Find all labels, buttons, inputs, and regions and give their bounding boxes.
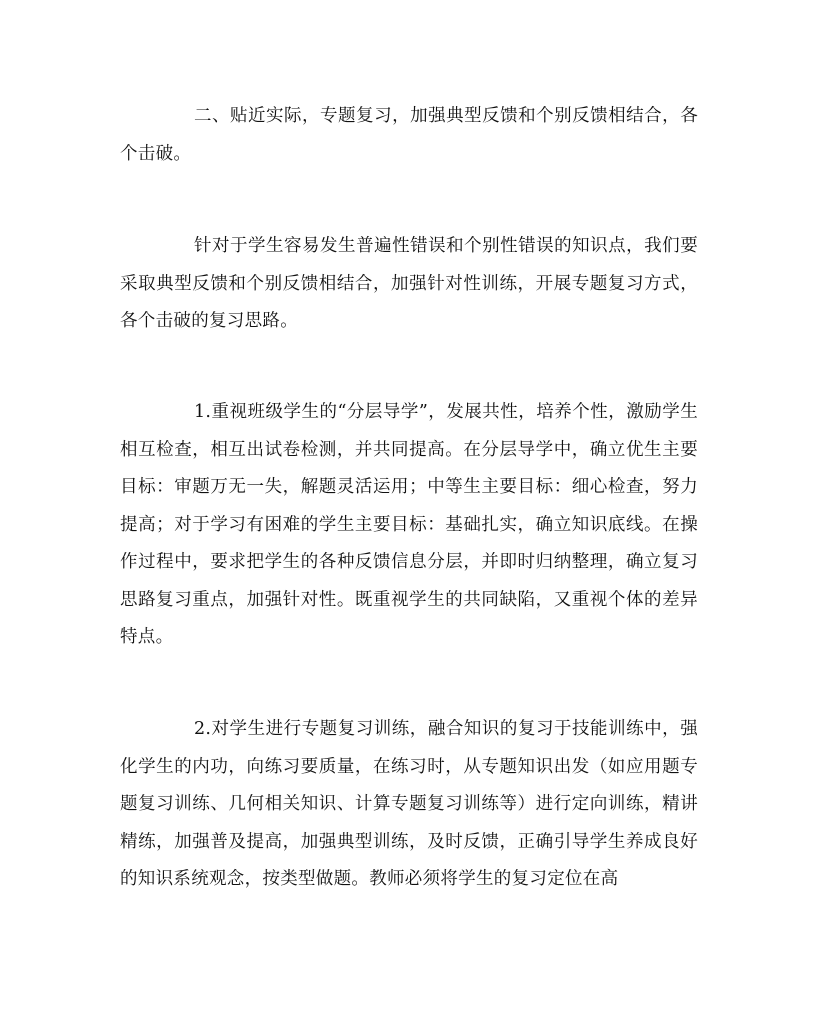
section-heading-paragraph: 二、贴近实际，专题复习，加强典型反馈和个别反馈相结合，各个击破。: [120, 106, 698, 164]
body-paragraph: 针对于学生容易发生普遍性错误和个别性错误的知识点，我们要采取典型反馈和个别反馈相结合，加强针对性训练，开展专题复习方式，各个击破的复习思路。: [120, 236, 698, 331]
numbered-paragraph-2: 2.对学生进行专题复习训练，融合知识的复习于技能训练中，强化学生的内功，向练习要质量，在练习时，从专题知识出发（如应用题专题复习训练、几何相关知识、计算专题复习训练等）进行定向训练，精讲精练，加强普及提高，加强典型训练，及时反馈，正确引导学生养成良好的知识系统观念，按类型做题。教师必须将学生的复习定位在高: [120, 719, 698, 889]
numbered-paragraph-1: 1.重视班级学生的“分层导学”，发展共性，培养个性，激励学生相互检查，相互出试卷检测，并共同提高。在分层导学中，确立优生主要目标：审题万无一失，解题灵活运用；中等生主要目标：细心检查，努力提高；对于学习有困难的学生主要目标：基础扎实，确立知识底线。在操作过程中，要求把学生的各种反馈信息分层，并即时归纳整理，确立复习思路复习重点，加强针对性。既重视学生的共同缺陷，又重视个体的差异特点。: [120, 402, 698, 647]
